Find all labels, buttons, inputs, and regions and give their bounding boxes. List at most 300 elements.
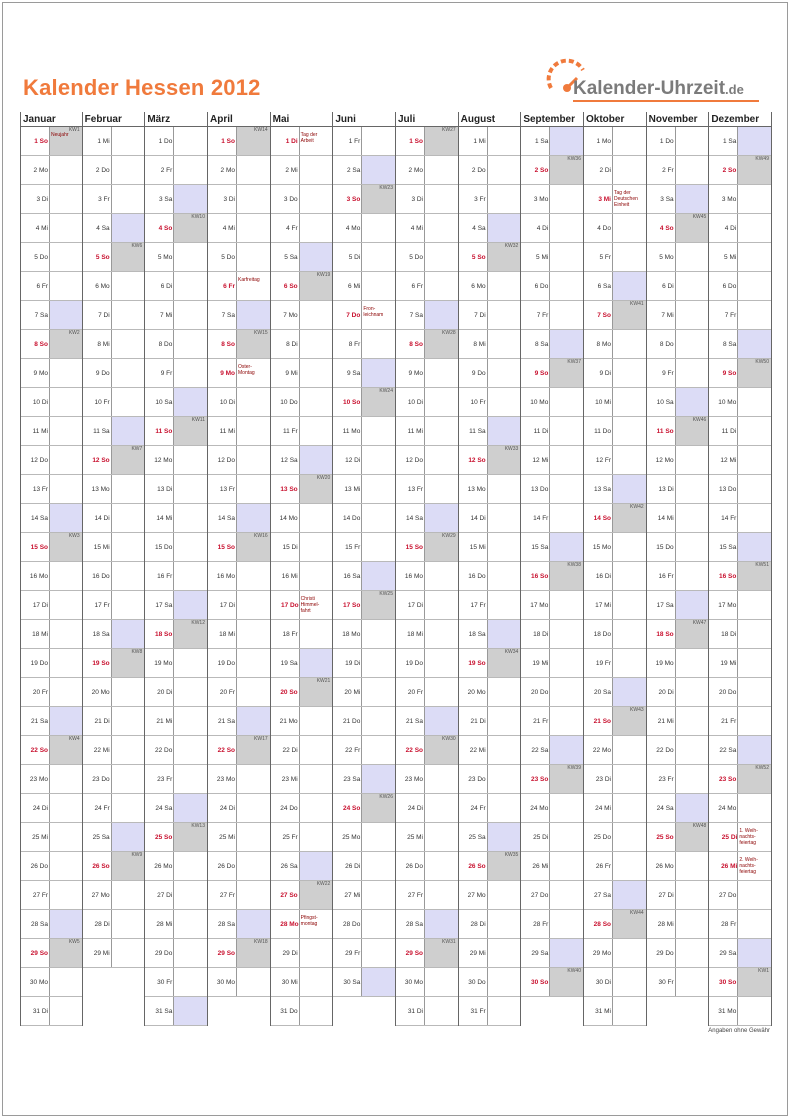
- day-cell[interactable]: [647, 301, 709, 330]
- day-cell[interactable]: [709, 939, 771, 968]
- day-cell[interactable]: [271, 562, 333, 591]
- day-cell[interactable]: [647, 736, 709, 765]
- day-cell[interactable]: [145, 359, 207, 388]
- day-cell[interactable]: [647, 678, 709, 707]
- day-cell[interactable]: [21, 388, 82, 417]
- day-cell[interactable]: [83, 127, 145, 156]
- day-cell[interactable]: [459, 649, 521, 678]
- day-cell[interactable]: [521, 475, 583, 504]
- day-cell[interactable]: [21, 504, 82, 533]
- day-cell[interactable]: [208, 214, 270, 243]
- day-cell[interactable]: [647, 359, 709, 388]
- day-cell[interactable]: [145, 736, 207, 765]
- day-cell[interactable]: [333, 127, 395, 156]
- day-cell[interactable]: [396, 591, 458, 620]
- day-cell[interactable]: [145, 620, 207, 649]
- day-cell[interactable]: [145, 330, 207, 359]
- day-cell[interactable]: [21, 591, 82, 620]
- day-cell[interactable]: [584, 330, 646, 359]
- day-cell[interactable]: [145, 794, 207, 823]
- day-cell[interactable]: [208, 707, 270, 736]
- day-cell[interactable]: [521, 185, 583, 214]
- day-cell[interactable]: [333, 562, 395, 591]
- day-cell[interactable]: [647, 649, 709, 678]
- day-cell[interactable]: [208, 475, 270, 504]
- day-cell[interactable]: [145, 533, 207, 562]
- day-cell[interactable]: [396, 272, 458, 301]
- day-cell[interactable]: [333, 707, 395, 736]
- day-cell[interactable]: [333, 330, 395, 359]
- day-cell[interactable]: [83, 649, 145, 678]
- day-cell[interactable]: [647, 620, 709, 649]
- day-cell[interactable]: [145, 823, 207, 852]
- day-cell[interactable]: [709, 417, 771, 446]
- day-cell[interactable]: [647, 794, 709, 823]
- day-cell[interactable]: [584, 649, 646, 678]
- day-cell[interactable]: [584, 533, 646, 562]
- day-cell[interactable]: [145, 243, 207, 272]
- day-cell[interactable]: [208, 127, 270, 156]
- day-cell[interactable]: [83, 881, 145, 910]
- day-cell[interactable]: [584, 794, 646, 823]
- day-cell[interactable]: [521, 504, 583, 533]
- day-cell[interactable]: [271, 823, 333, 852]
- day-cell[interactable]: [584, 562, 646, 591]
- day-cell[interactable]: [333, 939, 395, 968]
- day-cell[interactable]: [208, 968, 270, 997]
- day-cell[interactable]: [83, 765, 145, 794]
- day-cell[interactable]: [83, 533, 145, 562]
- day-cell[interactable]: [208, 678, 270, 707]
- day-cell[interactable]: [521, 301, 583, 330]
- day-cell[interactable]: [208, 852, 270, 881]
- day-cell[interactable]: [21, 736, 82, 765]
- day-cell[interactable]: [145, 939, 207, 968]
- day-cell[interactable]: [584, 156, 646, 185]
- day-cell[interactable]: [459, 736, 521, 765]
- day-cell[interactable]: [709, 185, 771, 214]
- day-cell[interactable]: [83, 301, 145, 330]
- day-cell[interactable]: [709, 562, 771, 591]
- day-cell[interactable]: [709, 533, 771, 562]
- day-cell[interactable]: [521, 939, 583, 968]
- day-cell[interactable]: [333, 910, 395, 939]
- day-cell[interactable]: [21, 475, 82, 504]
- day-cell[interactable]: [21, 852, 82, 881]
- day-cell[interactable]: [21, 533, 82, 562]
- day-cell[interactable]: [271, 765, 333, 794]
- day-cell[interactable]: [83, 591, 145, 620]
- day-cell[interactable]: [459, 707, 521, 736]
- day-cell[interactable]: [21, 214, 82, 243]
- day-cell[interactable]: [584, 243, 646, 272]
- day-cell[interactable]: [396, 156, 458, 185]
- day-cell[interactable]: [271, 446, 333, 475]
- day-cell[interactable]: [333, 794, 395, 823]
- day-cell[interactable]: [21, 794, 82, 823]
- day-cell[interactable]: [459, 939, 521, 968]
- day-cell[interactable]: [396, 649, 458, 678]
- day-cell[interactable]: [396, 127, 458, 156]
- day-cell[interactable]: [521, 823, 583, 852]
- day-cell[interactable]: [333, 446, 395, 475]
- day-cell[interactable]: [396, 968, 458, 997]
- day-cell[interactable]: [271, 243, 333, 272]
- day-cell[interactable]: [271, 881, 333, 910]
- day-cell[interactable]: [647, 243, 709, 272]
- day-cell[interactable]: [333, 852, 395, 881]
- day-cell[interactable]: [584, 765, 646, 794]
- day-cell[interactable]: [21, 968, 82, 997]
- day-cell[interactable]: [271, 533, 333, 562]
- day-cell[interactable]: [584, 707, 646, 736]
- day-cell[interactable]: [647, 939, 709, 968]
- day-cell[interactable]: [584, 301, 646, 330]
- day-cell[interactable]: [21, 359, 82, 388]
- day-cell[interactable]: [83, 939, 145, 968]
- day-cell[interactable]: [208, 620, 270, 649]
- day-cell[interactable]: [21, 649, 82, 678]
- day-cell[interactable]: [83, 214, 145, 243]
- day-cell[interactable]: [459, 562, 521, 591]
- day-cell[interactable]: [584, 475, 646, 504]
- day-cell[interactable]: [396, 765, 458, 794]
- day-cell[interactable]: [21, 620, 82, 649]
- day-cell[interactable]: [333, 185, 395, 214]
- day-cell[interactable]: [709, 359, 771, 388]
- day-cell[interactable]: [21, 330, 82, 359]
- day-cell[interactable]: [459, 214, 521, 243]
- day-cell[interactable]: [208, 765, 270, 794]
- day-cell[interactable]: [709, 765, 771, 794]
- day-cell[interactable]: [709, 968, 771, 997]
- day-cell[interactable]: [584, 446, 646, 475]
- day-cell[interactable]: [271, 678, 333, 707]
- day-cell[interactable]: [709, 678, 771, 707]
- day-cell[interactable]: [647, 823, 709, 852]
- day-cell[interactable]: [521, 127, 583, 156]
- day-cell[interactable]: [145, 707, 207, 736]
- day-cell[interactable]: [333, 649, 395, 678]
- day-cell[interactable]: [521, 910, 583, 939]
- day-cell[interactable]: [83, 707, 145, 736]
- day-cell[interactable]: [584, 736, 646, 765]
- day-cell[interactable]: [459, 794, 521, 823]
- day-cell[interactable]: [396, 707, 458, 736]
- day-cell[interactable]: [145, 446, 207, 475]
- day-cell[interactable]: [83, 620, 145, 649]
- day-cell[interactable]: [208, 823, 270, 852]
- day-cell[interactable]: [709, 272, 771, 301]
- day-cell[interactable]: [145, 504, 207, 533]
- day-cell[interactable]: [333, 823, 395, 852]
- day-cell[interactable]: [83, 185, 145, 214]
- day-cell[interactable]: [208, 562, 270, 591]
- day-cell[interactable]: [271, 620, 333, 649]
- day-cell[interactable]: [521, 765, 583, 794]
- day-cell[interactable]: [521, 562, 583, 591]
- day-cell[interactable]: [208, 185, 270, 214]
- day-cell[interactable]: [83, 475, 145, 504]
- day-cell[interactable]: [459, 417, 521, 446]
- day-cell[interactable]: [83, 359, 145, 388]
- day-cell[interactable]: [208, 330, 270, 359]
- day-cell[interactable]: [584, 504, 646, 533]
- day-cell[interactable]: [208, 591, 270, 620]
- day-cell[interactable]: [584, 620, 646, 649]
- day-cell[interactable]: [83, 794, 145, 823]
- day-cell[interactable]: [459, 446, 521, 475]
- day-cell[interactable]: [584, 910, 646, 939]
- day-cell[interactable]: [647, 533, 709, 562]
- day-cell[interactable]: [208, 388, 270, 417]
- day-cell[interactable]: [709, 736, 771, 765]
- day-cell[interactable]: [396, 301, 458, 330]
- day-cell[interactable]: [647, 591, 709, 620]
- day-cell[interactable]: [709, 620, 771, 649]
- day-cell[interactable]: [208, 939, 270, 968]
- day-cell[interactable]: [145, 562, 207, 591]
- day-cell[interactable]: [521, 417, 583, 446]
- day-cell[interactable]: [584, 678, 646, 707]
- day-cell[interactable]: [21, 765, 82, 794]
- day-cell[interactable]: [21, 881, 82, 910]
- brand-logo[interactable]: [545, 58, 765, 104]
- day-cell[interactable]: [333, 156, 395, 185]
- day-cell[interactable]: [709, 156, 771, 185]
- day-cell[interactable]: [521, 272, 583, 301]
- day-cell[interactable]: [21, 243, 82, 272]
- day-cell[interactable]: [647, 185, 709, 214]
- day-cell[interactable]: [459, 910, 521, 939]
- day-cell[interactable]: [459, 823, 521, 852]
- day-cell[interactable]: [208, 794, 270, 823]
- day-cell[interactable]: [21, 939, 82, 968]
- day-cell[interactable]: [521, 330, 583, 359]
- day-cell[interactable]: [21, 417, 82, 446]
- day-cell[interactable]: [647, 881, 709, 910]
- day-cell[interactable]: [396, 823, 458, 852]
- day-cell[interactable]: [521, 881, 583, 910]
- day-cell[interactable]: [396, 475, 458, 504]
- day-cell[interactable]: [145, 997, 207, 1026]
- day-cell[interactable]: [459, 359, 521, 388]
- day-cell[interactable]: [145, 968, 207, 997]
- day-cell[interactable]: [333, 736, 395, 765]
- day-cell[interactable]: [208, 504, 270, 533]
- day-cell[interactable]: [459, 678, 521, 707]
- day-cell[interactable]: [396, 533, 458, 562]
- day-cell[interactable]: [521, 620, 583, 649]
- day-cell[interactable]: [584, 881, 646, 910]
- day-cell[interactable]: [709, 591, 771, 620]
- day-cell[interactable]: [396, 185, 458, 214]
- day-cell[interactable]: [584, 359, 646, 388]
- day-cell[interactable]: [145, 881, 207, 910]
- day-cell[interactable]: [21, 272, 82, 301]
- day-cell[interactable]: [271, 156, 333, 185]
- day-cell[interactable]: [145, 156, 207, 185]
- day-cell[interactable]: [709, 504, 771, 533]
- day-cell[interactable]: [459, 881, 521, 910]
- day-cell[interactable]: [396, 736, 458, 765]
- day-cell[interactable]: [396, 794, 458, 823]
- day-cell[interactable]: [396, 417, 458, 446]
- day-cell[interactable]: [459, 388, 521, 417]
- day-cell[interactable]: [271, 301, 333, 330]
- day-cell[interactable]: [21, 185, 82, 214]
- day-cell[interactable]: [584, 388, 646, 417]
- day-cell[interactable]: [459, 591, 521, 620]
- day-cell[interactable]: [584, 968, 646, 997]
- day-cell[interactable]: [83, 852, 145, 881]
- day-cell[interactable]: [647, 214, 709, 243]
- day-cell[interactable]: [271, 649, 333, 678]
- day-cell[interactable]: [271, 388, 333, 417]
- day-cell[interactable]: [271, 591, 333, 620]
- day-cell[interactable]: [83, 156, 145, 185]
- day-cell[interactable]: [271, 852, 333, 881]
- day-cell[interactable]: [145, 475, 207, 504]
- day-cell[interactable]: [21, 156, 82, 185]
- day-cell[interactable]: [145, 185, 207, 214]
- day-cell[interactable]: [145, 301, 207, 330]
- day-cell[interactable]: [271, 504, 333, 533]
- day-cell[interactable]: [83, 417, 145, 446]
- day-cell[interactable]: [459, 127, 521, 156]
- day-cell[interactable]: [333, 533, 395, 562]
- day-cell[interactable]: [647, 330, 709, 359]
- day-cell[interactable]: [333, 620, 395, 649]
- day-cell[interactable]: [584, 852, 646, 881]
- day-cell[interactable]: [459, 620, 521, 649]
- day-cell[interactable]: [584, 417, 646, 446]
- day-cell[interactable]: [208, 243, 270, 272]
- day-cell[interactable]: [521, 214, 583, 243]
- day-cell[interactable]: [521, 591, 583, 620]
- day-cell[interactable]: [396, 620, 458, 649]
- day-cell[interactable]: [709, 823, 771, 852]
- day-cell[interactable]: [709, 997, 771, 1026]
- day-cell[interactable]: [709, 794, 771, 823]
- day-cell[interactable]: [647, 446, 709, 475]
- day-cell[interactable]: [459, 272, 521, 301]
- day-cell[interactable]: [584, 214, 646, 243]
- day-cell[interactable]: [271, 939, 333, 968]
- day-cell[interactable]: [145, 214, 207, 243]
- day-cell[interactable]: [83, 504, 145, 533]
- day-cell[interactable]: [208, 272, 270, 301]
- day-cell[interactable]: [145, 910, 207, 939]
- day-cell[interactable]: [271, 794, 333, 823]
- day-cell[interactable]: [21, 678, 82, 707]
- day-cell[interactable]: [83, 678, 145, 707]
- day-cell[interactable]: [521, 794, 583, 823]
- day-cell[interactable]: [271, 968, 333, 997]
- day-cell[interactable]: [709, 649, 771, 678]
- day-cell[interactable]: [145, 852, 207, 881]
- day-cell[interactable]: [333, 968, 395, 997]
- day-cell[interactable]: [396, 852, 458, 881]
- day-cell[interactable]: [333, 388, 395, 417]
- day-cell[interactable]: [647, 968, 709, 997]
- day-cell[interactable]: [83, 272, 145, 301]
- day-cell[interactable]: [521, 359, 583, 388]
- day-cell[interactable]: [396, 504, 458, 533]
- day-cell[interactable]: [709, 446, 771, 475]
- day-cell[interactable]: [396, 388, 458, 417]
- day-cell[interactable]: [584, 127, 646, 156]
- day-cell[interactable]: [647, 475, 709, 504]
- day-cell[interactable]: [208, 359, 270, 388]
- day-cell[interactable]: [584, 997, 646, 1026]
- day-cell[interactable]: [208, 417, 270, 446]
- day-cell[interactable]: [459, 330, 521, 359]
- day-cell[interactable]: [647, 272, 709, 301]
- day-cell[interactable]: [21, 127, 82, 156]
- day-cell[interactable]: [396, 939, 458, 968]
- day-cell[interactable]: [709, 707, 771, 736]
- day-cell[interactable]: [709, 475, 771, 504]
- day-cell[interactable]: [709, 881, 771, 910]
- day-cell[interactable]: [21, 562, 82, 591]
- day-cell[interactable]: [584, 185, 646, 214]
- day-cell[interactable]: [396, 446, 458, 475]
- day-cell[interactable]: [333, 504, 395, 533]
- day-cell[interactable]: [145, 591, 207, 620]
- day-cell[interactable]: [333, 591, 395, 620]
- day-cell[interactable]: [459, 765, 521, 794]
- day-cell[interactable]: [521, 533, 583, 562]
- day-cell[interactable]: [145, 649, 207, 678]
- day-cell[interactable]: [333, 475, 395, 504]
- day-cell[interactable]: [396, 330, 458, 359]
- day-cell[interactable]: [333, 881, 395, 910]
- day-cell[interactable]: [145, 388, 207, 417]
- day-cell[interactable]: [21, 446, 82, 475]
- day-cell[interactable]: [145, 765, 207, 794]
- day-cell[interactable]: [145, 272, 207, 301]
- day-cell[interactable]: [521, 649, 583, 678]
- day-cell[interactable]: [83, 388, 145, 417]
- day-cell[interactable]: [333, 272, 395, 301]
- day-cell[interactable]: [396, 214, 458, 243]
- day-cell[interactable]: [584, 823, 646, 852]
- day-cell[interactable]: [83, 823, 145, 852]
- day-cell[interactable]: [459, 504, 521, 533]
- day-cell[interactable]: [647, 562, 709, 591]
- day-cell[interactable]: [21, 997, 82, 1026]
- day-cell[interactable]: [333, 417, 395, 446]
- day-cell[interactable]: [521, 243, 583, 272]
- day-cell[interactable]: [647, 852, 709, 881]
- day-cell[interactable]: [521, 388, 583, 417]
- day-cell[interactable]: [647, 156, 709, 185]
- day-cell[interactable]: [83, 446, 145, 475]
- day-cell[interactable]: [145, 678, 207, 707]
- day-cell[interactable]: [647, 417, 709, 446]
- day-cell[interactable]: [647, 910, 709, 939]
- day-cell[interactable]: [145, 417, 207, 446]
- day-cell[interactable]: [521, 678, 583, 707]
- day-cell[interactable]: [208, 446, 270, 475]
- day-cell[interactable]: [83, 330, 145, 359]
- day-cell[interactable]: [459, 533, 521, 562]
- day-cell[interactable]: [208, 881, 270, 910]
- day-cell[interactable]: [83, 910, 145, 939]
- day-cell[interactable]: [709, 127, 771, 156]
- day-cell[interactable]: [271, 707, 333, 736]
